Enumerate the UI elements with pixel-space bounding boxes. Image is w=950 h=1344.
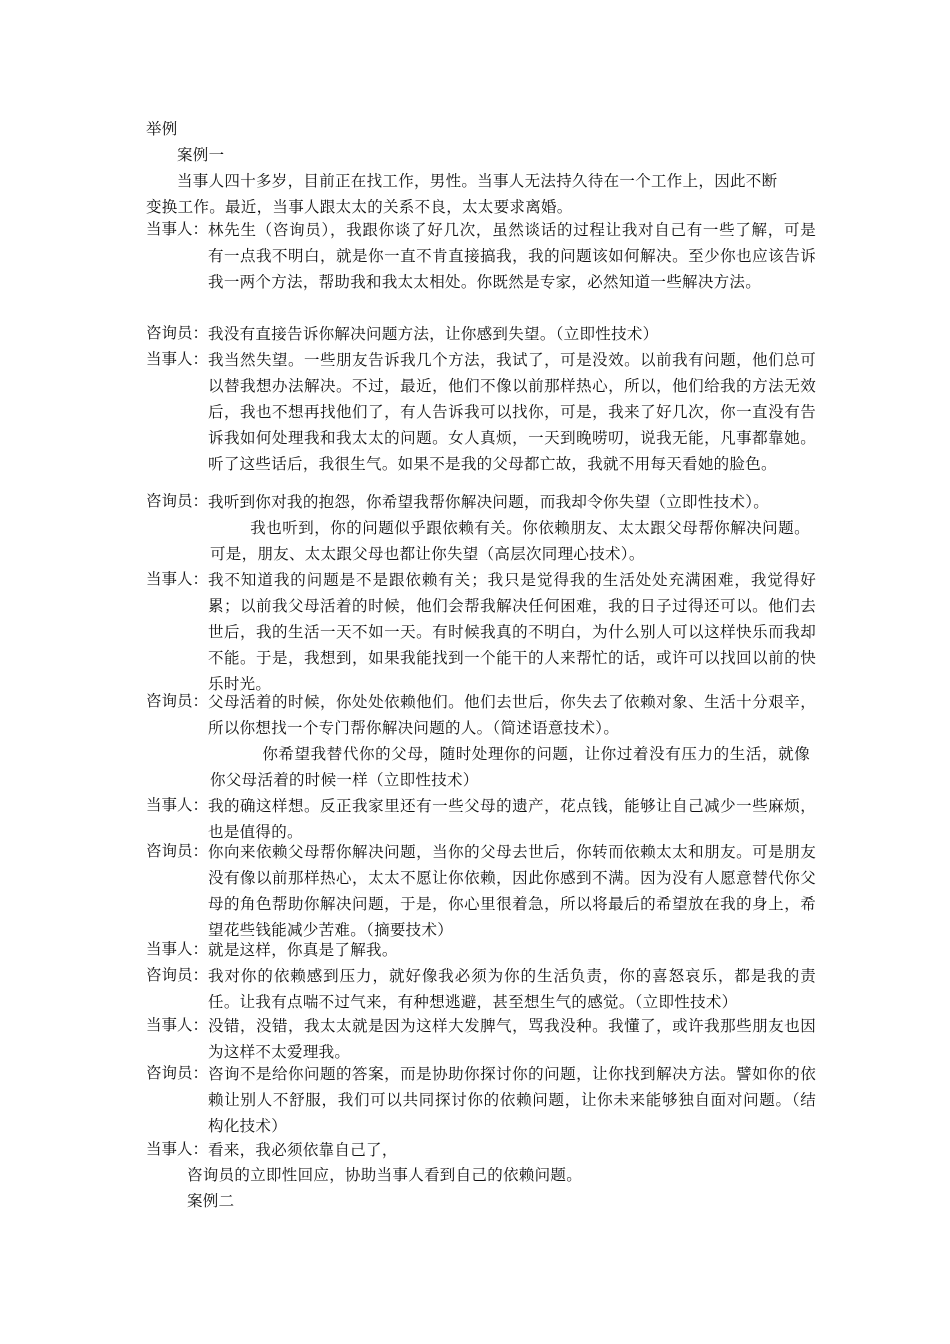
utterance: 我听到你对我的抱怨，你希望我帮你解决问题，而我却令你失望（立即性技术）。	[208, 493, 770, 511]
speaker-label: 当事人：	[146, 940, 209, 958]
utterance: 林先生（咨询员），我跟你谈了好几次，虽然谈话的过程让我对自己有一些了解，可是有一点我不明白，就是你一直不肯直接搞我，我的问题该如何解决。至少你也应该告诉我一两个方法，帮助我和我太太相处。你既然是专家，必然知道一些解决方法。	[208, 221, 816, 291]
speaker-label: 咨询员：	[146, 492, 209, 510]
speaker-label: 咨询员：	[146, 1064, 209, 1082]
speaker-label: 当事人：	[146, 220, 209, 238]
utterance: 我对你的依赖感到压力，就好像我必须为你的生活负责，你的喜怒哀乐，都是我的责任。让我有点喘不过气来，有种想逃避，甚至想生气的感觉。（立即性技术）	[208, 967, 816, 1011]
speaker-label: 咨询员：	[146, 692, 209, 710]
continuation-paragraph	[210, 515, 810, 567]
continuation-paragraph	[210, 741, 810, 793]
utterance: 看来，我必须依靠自己了，	[208, 1141, 398, 1159]
dialogue-turn	[146, 217, 816, 295]
dialogue-turn	[146, 489, 816, 515]
utterance: 我当然失望。一些朋友告诉我几个方法，我试了，可是没效。以前我有问题，他们总可以替我想办法解决。不过，最近，他们不像以前那样热心，所以，他们给我的方法无效后，我也不想再找他们了，有人告诉我可以找你，可是，我来了好几次，你一直没有告诉我如何处理我和我太太的问题。女人真烦，一天到晚唠叨，说我无能，凡事都靠她。听了这些话后，我很生气。如果不是我的父母都亡故，我就不用每天看她的脸色。	[208, 351, 816, 473]
speaker-label: 当事人：	[146, 796, 209, 814]
speaker-label: 当事人：	[146, 1140, 209, 1158]
utterance: 我不知道我的问题是不是跟依赖有关；我只是觉得我的生活处处充满困难，我觉得好累；以前我父母活着的时候，他们会帮我解决任何困难，我的日子过得还可以。他们去世后，我的生活一天不如一天。有时候我真的不明白，为什么别人可以这样快乐而我却不能。于是，我想到，如果我能找到一个能干的人来帮忙的话，或许可以找回以前的快乐时光。	[208, 571, 816, 693]
speaker-label: 咨询员：	[146, 966, 209, 984]
intro-line-1: 当事人四十多岁，目前正在找工作，男性。当事人无法持久待在一个工作上，因此不断	[177, 172, 778, 190]
section-heading: 举例	[146, 120, 178, 138]
dialogue-turn	[146, 963, 816, 1015]
speaker-label: 当事人：	[146, 350, 209, 368]
utterance: 我也听到，你的问题似乎跟依赖有关。你依赖朋友、太太跟父母帮你解决问题。可是，朋友、太太跟父母也都让你失望（高层次同理心技术）。	[210, 519, 810, 563]
dialogue-turn	[146, 321, 816, 347]
utterance: 我没有直接告诉你解决问题方法，让你感到失望。（立即性技术）	[208, 325, 659, 343]
intro-line-2: 变换工作。最近，当事人跟太太的关系不良，太太要求离婚。	[146, 198, 573, 216]
speaker-label: 咨询员：	[146, 324, 209, 342]
utterance: 我的确这样想。反正我家里还有一些父母的遗产，花点钱，能够让自己减少一些麻烦，也是值得的。	[208, 797, 816, 841]
utterance: 你希望我替代你的父母，随时处理你的问题，让你过着没有压力的生活，就像你父母活着的时候一样（立即性技术）	[210, 745, 810, 789]
case-one-title: 案例一	[177, 146, 225, 164]
dialogue-turn	[146, 689, 816, 741]
dialogue-turn	[146, 1013, 816, 1065]
utterance: 没错，没错，我太太就是因为这样大发脾气，骂我没种。我懂了，或许我那些朋友也因为这样不太爱理我。	[208, 1017, 816, 1061]
dialogue-turn	[146, 347, 816, 477]
utterance: 父母活着的时候，你处处依赖他们。他们去世后，你失去了依赖对象、生活十分艰辛，所以你想找一个专门帮你解决问题的人。（简述语意技术）。	[208, 693, 816, 737]
dialogue-turn	[146, 839, 816, 943]
dialogue-turn	[146, 1137, 816, 1163]
dialogue-turn	[146, 937, 816, 963]
utterance: 你向来依赖父母帮你解决问题，当你的父母去世后，你转而依赖太太和朋友。可是朋友没有像以前那样热心，太太不愿让你依赖，因此你感到不满。因为没有人愿意替代你父母的角色帮助你解决问题，于是，你心里很着急，所以将最后的希望放在我的身上，希望花些钱能减少苦难。（摘要技术）	[208, 843, 816, 939]
dialogue-turn	[146, 793, 816, 845]
dialogue-turn	[146, 567, 816, 697]
speaker-label: 当事人：	[146, 1016, 209, 1034]
case-two-title: 案例二	[187, 1192, 235, 1210]
summary-line: 咨询员的立即性回应，协助当事人看到自己的依赖问题。	[187, 1166, 583, 1184]
speaker-label: 当事人：	[146, 570, 209, 588]
utterance: 咨询不是给你问题的答案，而是协助你探讨你的问题，让你找到解决方法。譬如你的依赖让别人不舒服，我们可以共同探讨你的依赖问题，让你未来能够独自面对问题。（结构化技术）	[208, 1065, 816, 1135]
utterance: 就是这样，你真是了解我。	[208, 941, 398, 959]
dialogue-turn	[146, 1061, 816, 1139]
speaker-label: 咨询员：	[146, 842, 209, 860]
